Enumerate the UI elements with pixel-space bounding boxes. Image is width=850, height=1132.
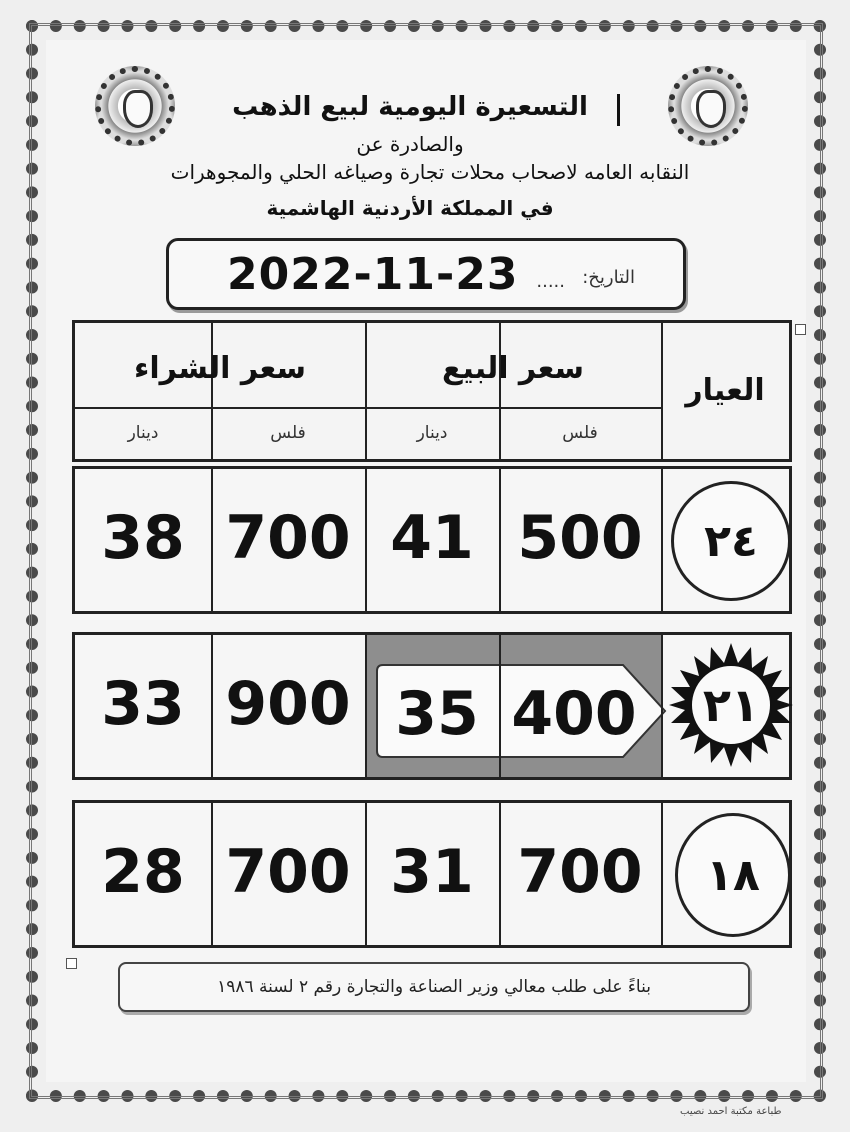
sell-dinar-value: 35 xyxy=(395,679,479,749)
date-box xyxy=(166,238,686,310)
corner-marker xyxy=(795,324,806,335)
printer-credit: طباعة مكتبة احمد نصيب xyxy=(680,1106,782,1117)
table-row-21k xyxy=(72,632,792,780)
karat-header: العيار xyxy=(685,373,765,408)
karat-badge xyxy=(675,813,791,937)
kingdom-name: في المملكة الأردنية الهاشمية xyxy=(266,196,554,220)
sell-fils-value: 500 xyxy=(517,503,643,573)
union-name: النقابه العامه لاصحاب محلات تجارة وصياغه الحلي والمجوهرات xyxy=(170,160,690,184)
sell-dinar-header: دينار xyxy=(416,423,448,443)
corner-marker xyxy=(66,958,77,969)
sell-fils-header: فلس xyxy=(562,423,598,443)
footer-note: بناءً على طلب معالي وزير الصناعة والتجارة رقم ٢ لسنة ١٩٨٦ xyxy=(217,977,651,997)
buy-dinar-value: 33 xyxy=(101,669,185,739)
union-emblem-right-icon xyxy=(668,66,748,146)
buy-dinar-header: دينار xyxy=(127,423,159,443)
buy-fils-header: فلس xyxy=(270,423,306,443)
karat-value: ١٨ xyxy=(706,849,760,901)
buy-fils-value: 700 xyxy=(225,503,351,573)
date-label: التاريخ: xyxy=(582,267,635,288)
karat-badge xyxy=(671,481,791,601)
issued-by-label: والصادرة عن xyxy=(356,132,464,156)
karat-value: ٢٤ xyxy=(704,515,758,567)
union-emblem-left-icon xyxy=(95,66,175,146)
page-title: التسعيرة اليومية لبيع الذهب xyxy=(190,92,630,122)
table-row-24k xyxy=(72,466,792,614)
sell-dinar-value: 31 xyxy=(390,837,474,907)
buy-dinar-value: 28 xyxy=(101,837,185,907)
buy-price-header: سعر الشراء xyxy=(134,351,306,386)
karat-value: ٢١ xyxy=(702,678,760,732)
buy-fils-value: 700 xyxy=(225,837,351,907)
date-value: 2022-11-23 xyxy=(227,249,519,300)
sell-price-header: سعر البيع xyxy=(441,351,585,386)
table-row-18k xyxy=(72,800,792,948)
sell-fils-value: 400 xyxy=(511,679,637,749)
karat-starburst-badge xyxy=(669,643,793,767)
sell-dinar-value: 41 xyxy=(390,503,474,573)
date-dots: ..... xyxy=(536,271,565,292)
table-header xyxy=(72,320,792,462)
sell-fils-value: 700 xyxy=(517,837,643,907)
buy-dinar-value: 38 xyxy=(101,503,185,573)
footer-note-box xyxy=(118,962,750,1012)
buy-fils-value: 900 xyxy=(225,669,351,739)
